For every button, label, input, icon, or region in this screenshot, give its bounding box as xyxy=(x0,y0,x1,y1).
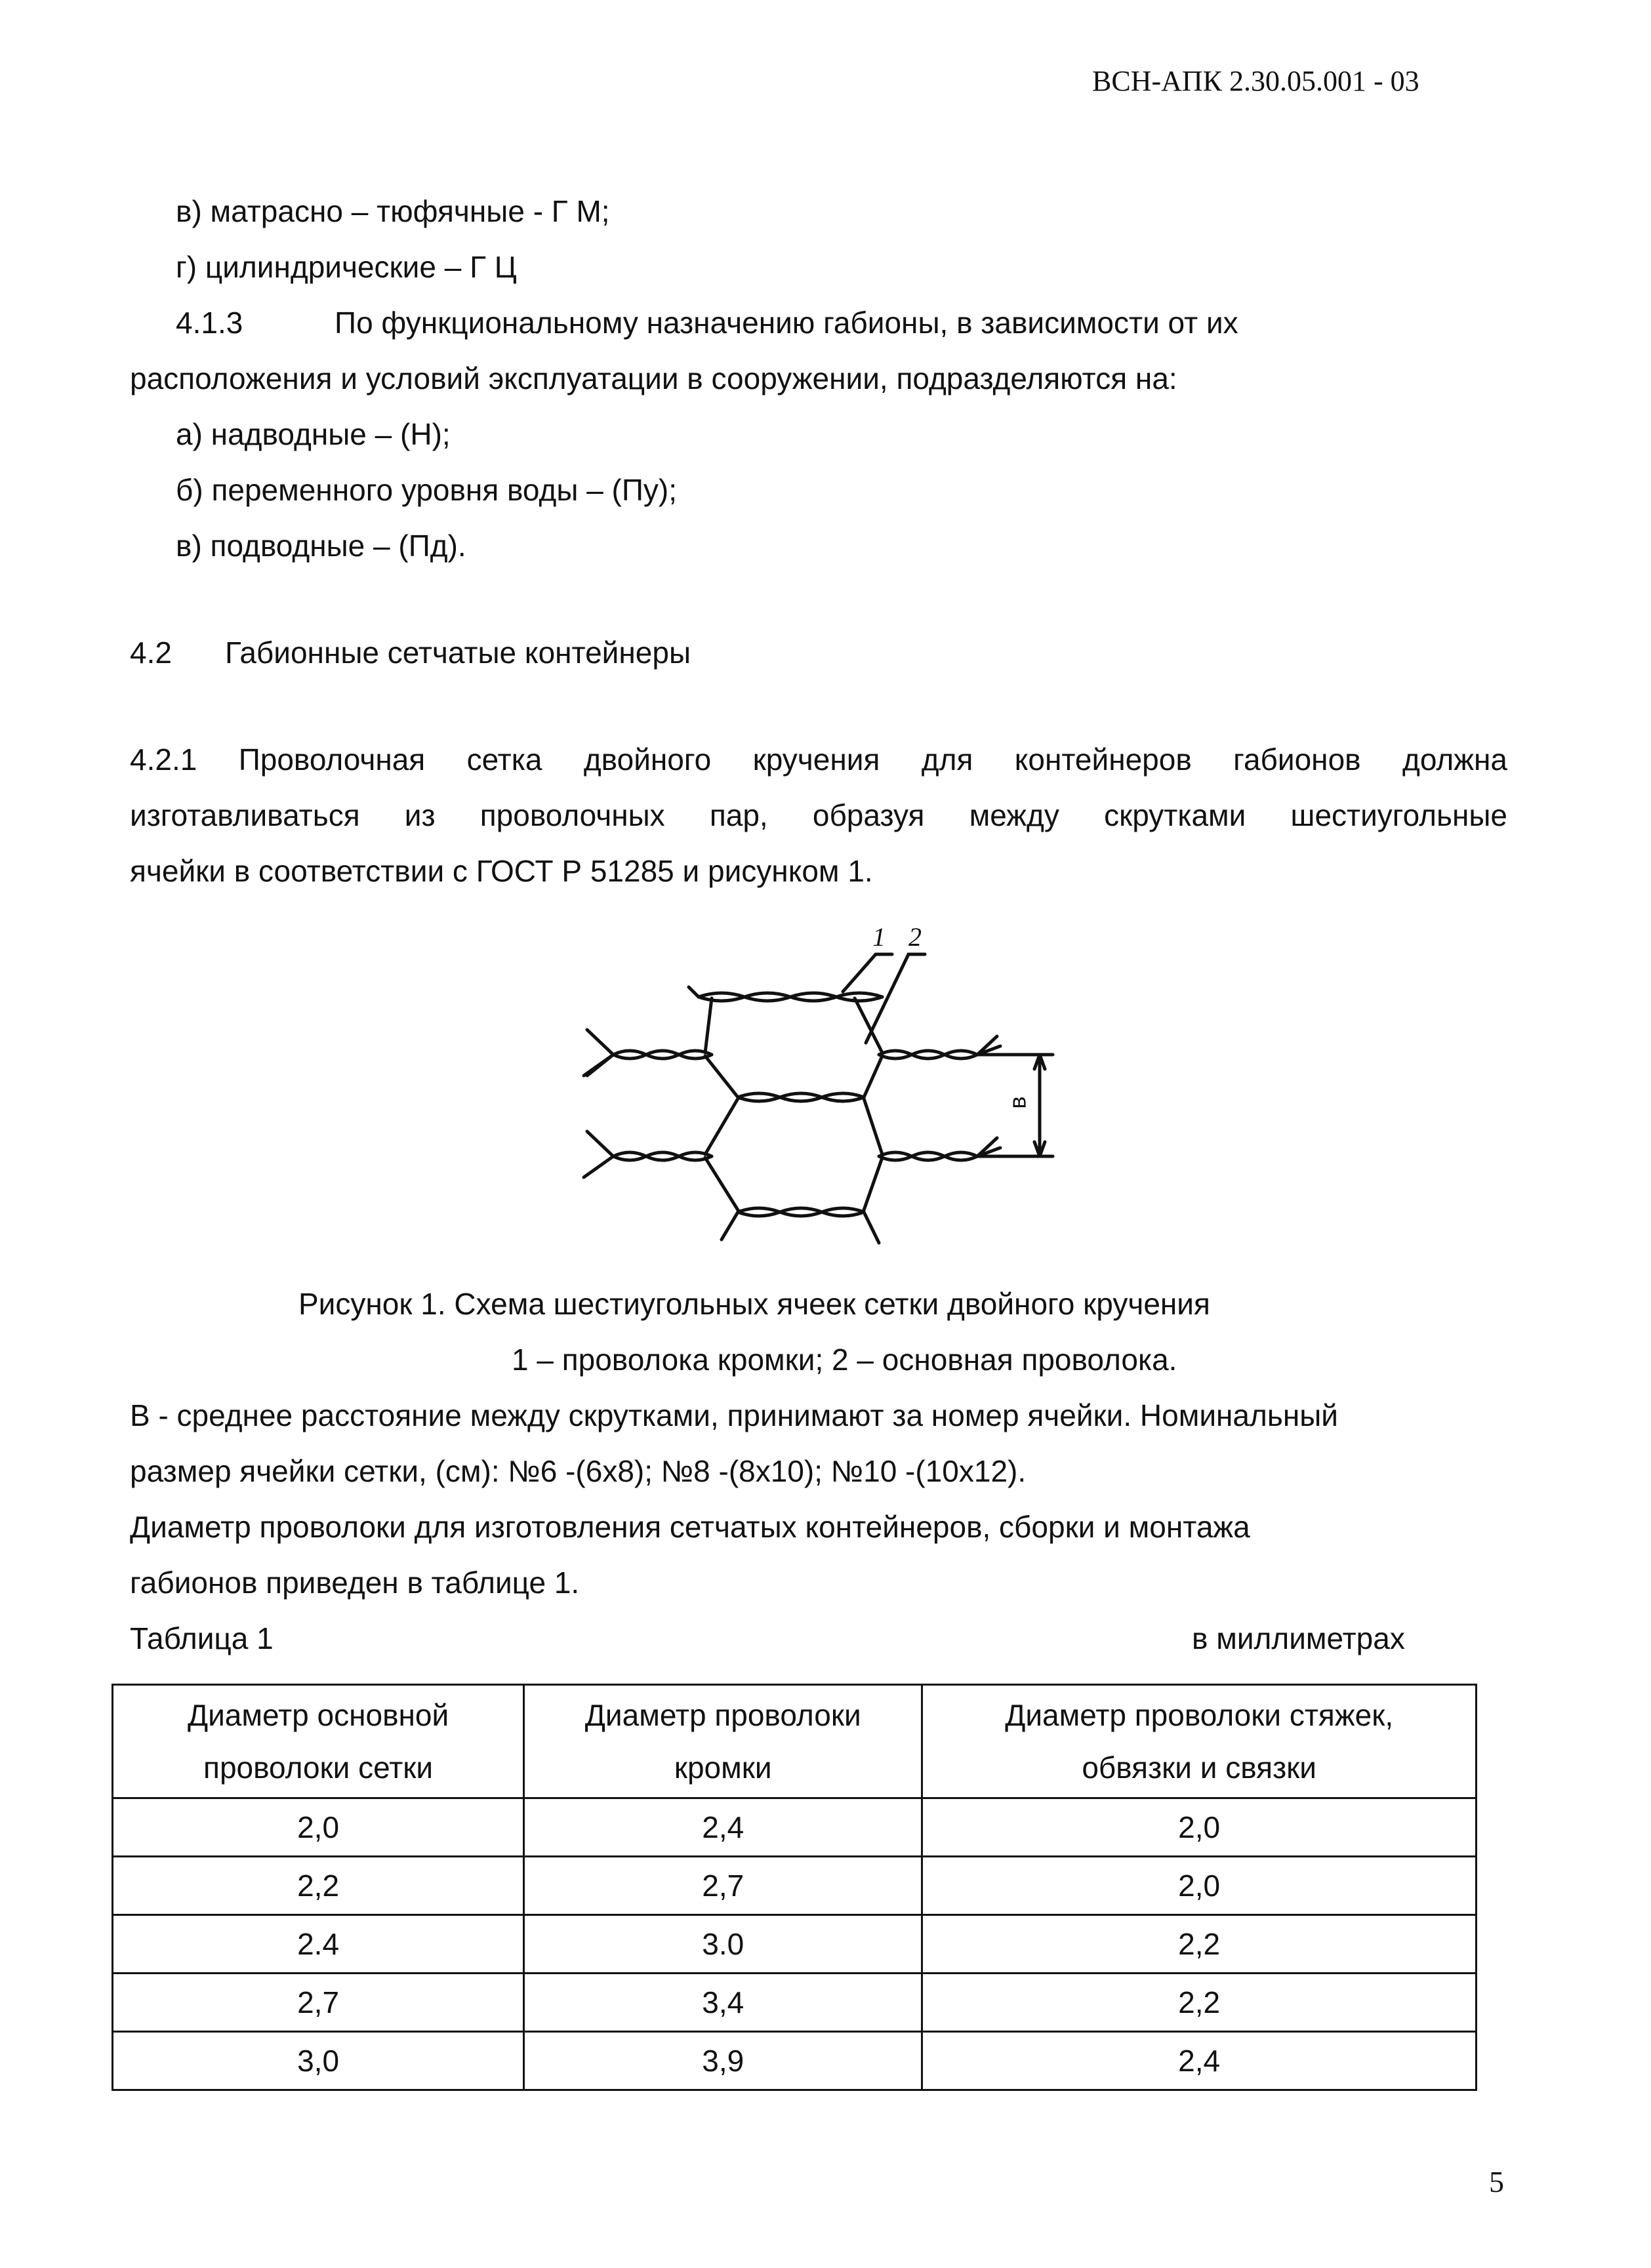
table-cell: 2,0 xyxy=(922,1857,1477,1915)
table-row xyxy=(113,1915,1477,1974)
document-code: ВСН-АПК 2.30.05.001 - 03 xyxy=(1092,65,1419,97)
figure-label-1: 1 xyxy=(872,922,886,952)
table-cell: 3,0 xyxy=(113,2032,524,2090)
table-row xyxy=(113,2032,1477,2090)
table-cell: 2,2 xyxy=(113,1857,524,1915)
section-4-1-3-text-line2: расположения и условий эксплуатации в сооружении, подразделяются на: xyxy=(130,361,1177,395)
table-cell: 3.0 xyxy=(524,1915,922,1974)
table-header-cell: Диаметр проволоки кромки xyxy=(524,1685,922,1798)
cell-size-note-line1: В - среднее расстояние между скрутками, принимают за номер ячейки. Номинальный xyxy=(130,1398,1338,1432)
table-cell: 2.4 xyxy=(113,1915,524,1974)
figure-dimension-label: в xyxy=(1004,1096,1031,1109)
list-item-above-water: а) надводные – (Н); xyxy=(176,417,451,451)
table-row xyxy=(113,1857,1477,1915)
table-title: Таблица 1 xyxy=(130,1621,274,1655)
wire-diameter-text-line2: габионов приведен в таблице 1. xyxy=(130,1566,580,1600)
section-4-2-1-line1: 4.2.1 Проволочная сетка двойного кручения для контейнеров габионов должна xyxy=(130,742,1507,777)
list-item-underwater: в) подводные – (Пд). xyxy=(176,529,466,563)
table-cell: 2,0 xyxy=(113,1798,524,1857)
table-cell: 3,9 xyxy=(524,2032,922,2090)
table-cell: 2,7 xyxy=(524,1857,922,1915)
table-header-cell: Диаметр проволоки стяжек, обвязки и связки xyxy=(922,1685,1477,1798)
table-row xyxy=(113,1974,1477,2032)
list-item-mattress: в) матрасно – тюфячные - Г М; xyxy=(176,194,610,228)
table-cell: 2,0 xyxy=(922,1798,1477,1857)
table-cell: 2,2 xyxy=(922,1915,1477,1974)
section-number-4-1-3: 4.1.3 xyxy=(176,306,243,340)
table-cell: 3,4 xyxy=(524,1974,922,2032)
table-cell: 2,7 xyxy=(113,1974,524,2032)
page-number: 5 xyxy=(1489,2165,1504,2198)
table-cell: 2,2 xyxy=(922,1974,1477,2032)
table-header-row xyxy=(113,1685,1477,1798)
figure-legend: 1 – проволока кромки; 2 – основная проволока. xyxy=(512,1343,1177,1377)
wire-diameter-table xyxy=(112,1684,1477,2091)
section-title-4-2: Габионные сетчатые контейнеры xyxy=(225,636,691,670)
section-4-1-3-text-line1: По функциональному назначению габионы, в зависимости от их xyxy=(335,306,1238,340)
section-number-4-2: 4.2 xyxy=(130,636,172,670)
figure-label-2: 2 xyxy=(908,922,922,952)
list-item-variable-level: б) переменного уровня воды – (Пу); xyxy=(176,473,678,507)
table-cell: 2,4 xyxy=(524,1798,922,1857)
list-item-cylindrical: г) цилиндрические – Г Ц xyxy=(176,250,517,284)
cell-size-note-line2: размер ячейки сетки, (см): №6 -(6x8); №8 -(8x10); №10 -(10x12). xyxy=(130,1454,1027,1488)
wire-diameter-text-line1: Диаметр проволоки для изготовления сетчатых контейнеров, сборки и монтажа xyxy=(130,1510,1250,1544)
table-cell: 2,4 xyxy=(922,2032,1477,2090)
table-header-cell: Диаметр основной проволоки сетки xyxy=(113,1685,524,1798)
table-units: в миллиметрах xyxy=(1192,1621,1405,1655)
figure-caption: Рисунок 1. Схема шестиугольных ячеек сетки двойного кручения xyxy=(298,1287,1210,1321)
table-row xyxy=(113,1798,1477,1857)
section-4-2-1-line2: изготавливаться из проволочных пар, образуя между скрутками шестиугольные xyxy=(130,798,1507,832)
section-4-2-1-line3: ячейки в соответствии с ГОСТ Р 51285 и рисунком 1. xyxy=(130,854,873,888)
